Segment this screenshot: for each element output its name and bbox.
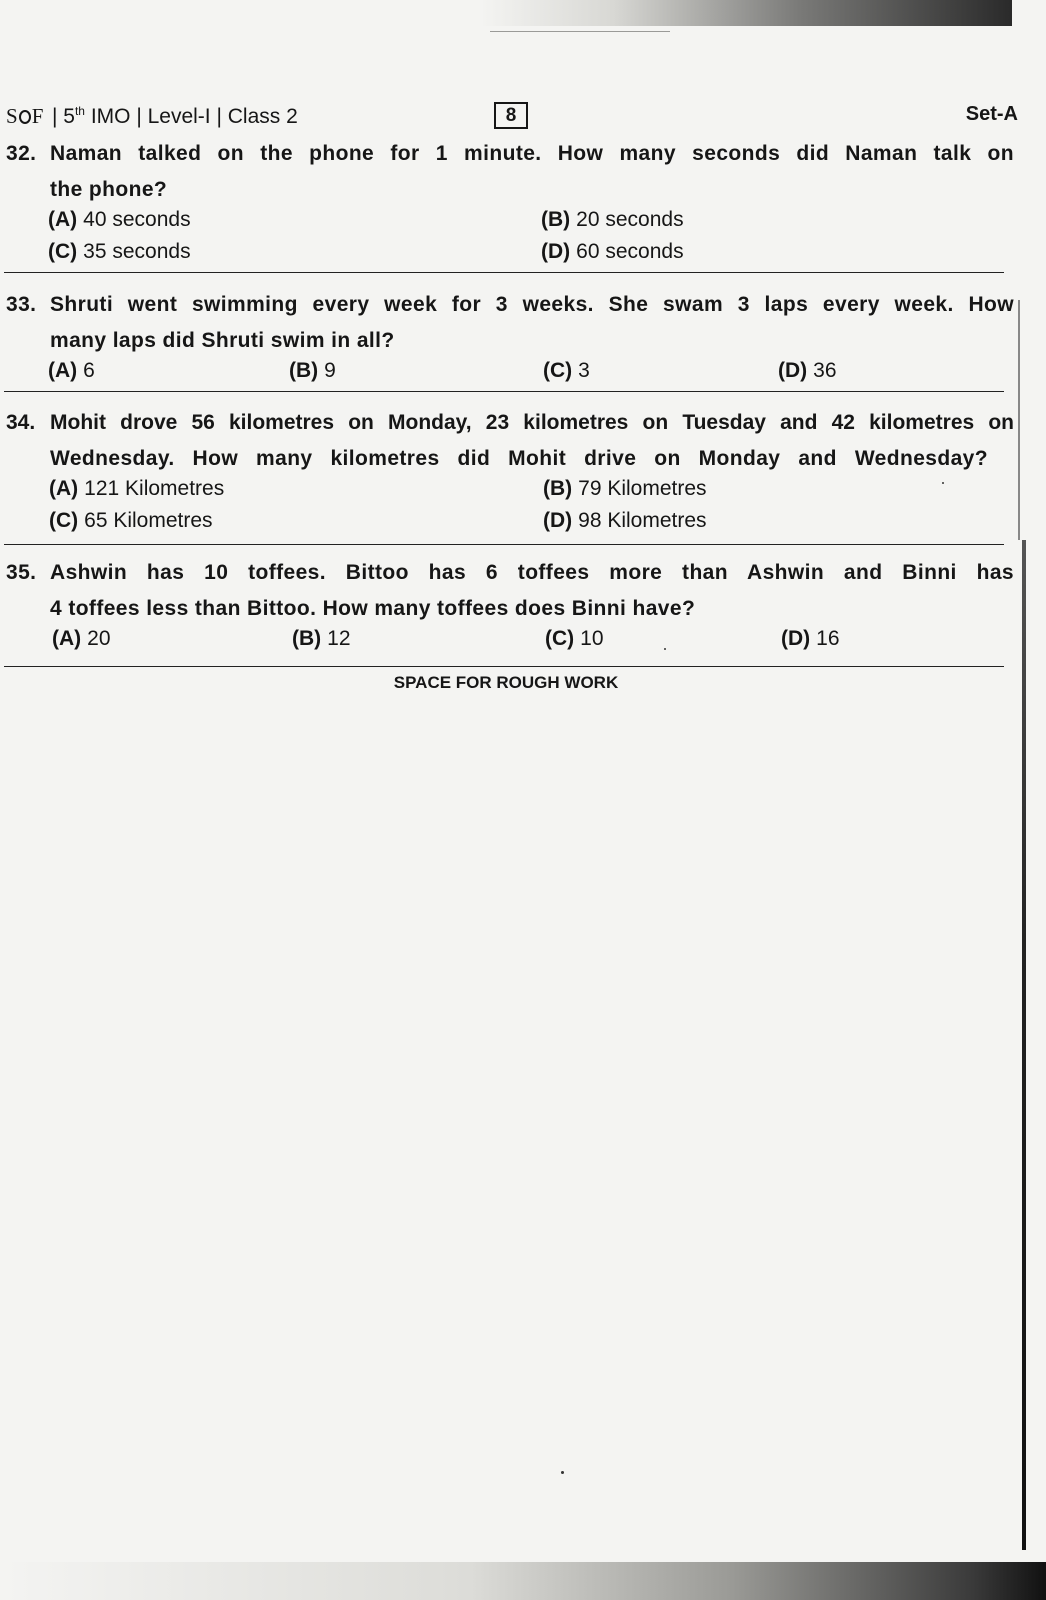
divider: [4, 544, 1004, 545]
page-number: 8: [494, 102, 528, 129]
question-33: [6, 287, 1014, 382]
scan-speck: [664, 648, 666, 650]
option-a[interactable]: (A) 20: [52, 627, 111, 650]
option-a[interactable]: (A) 121 Kilometres: [49, 477, 225, 500]
option-a[interactable]: (A) 6: [48, 359, 95, 382]
question-number: 34.: [6, 411, 36, 434]
option-c[interactable]: (C) 65 Kilometres: [49, 509, 213, 532]
scan-shadow-bottom: [0, 1562, 1046, 1600]
divider: [4, 666, 1004, 667]
option-b[interactable]: (B) 9: [289, 359, 336, 382]
set-label: Set-A: [965, 103, 1018, 125]
page-header: [6, 100, 1018, 132]
divider: [4, 391, 1004, 392]
option-b[interactable]: (B) 12: [292, 627, 351, 650]
option-a[interactable]: (A) 40 seconds: [48, 208, 191, 231]
question-text: 34. Mohit drove 56 kilometres on Monday, 23 kilometres on Tuesday and 42 kilometres on: [6, 405, 1014, 441]
question-number: 35.: [6, 561, 37, 584]
scan-shadow-top: [480, 0, 1012, 26]
question-text: 32. Naman talked on the phone for 1 minute. How many seconds did Naman talk on: [6, 136, 1014, 172]
option-d[interactable]: (D) 60 seconds: [541, 240, 684, 263]
option-c[interactable]: (C) 3: [543, 359, 590, 382]
question-text: Wednesday. How many kilometres did Mohit drive on Monday and Wednesday?: [50, 447, 988, 470]
question-text: many laps did Shruti swim in all?: [50, 329, 395, 352]
option-c[interactable]: (C) 10: [545, 627, 604, 650]
option-d[interactable]: (D) 36: [778, 359, 837, 382]
question-32: [6, 136, 1014, 263]
option-b[interactable]: (B) 79 Kilometres: [543, 477, 707, 500]
question-text: 4 toffees less than Bittoo. How many toffees does Binni have?: [50, 597, 696, 620]
option-d[interactable]: (D) 98 Kilometres: [543, 509, 707, 532]
question-number: 32.: [6, 142, 37, 165]
scan-edge-right-upper: [1018, 300, 1020, 540]
question-number: 33.: [6, 293, 37, 316]
question-35: [6, 555, 1014, 650]
option-d[interactable]: (D) 16: [781, 627, 840, 650]
question-text: 33. Shruti went swimming every week for 3 weeks. She swam 3 laps every week. How: [6, 287, 1014, 323]
scan-edge-right: [1022, 540, 1026, 1550]
exam-title: | 5th IMO | Level-I | Class 2: [52, 104, 298, 128]
logo-bulb-icon: [19, 110, 31, 124]
rough-work-heading: SPACE FOR ROUGH WORK: [393, 673, 619, 692]
question-34: [6, 405, 1014, 532]
scan-speck: [942, 482, 944, 484]
question-text: 35. Ashwin has 10 toffees. Bittoo has 6 toffees more than Ashwin and Binni has: [6, 555, 1014, 591]
divider: [4, 272, 1004, 273]
sof-logo: S F: [6, 104, 44, 128]
option-c[interactable]: (C) 35 seconds: [48, 240, 191, 263]
scan-mark-top: [490, 31, 670, 32]
scan-speck: [561, 1471, 564, 1474]
option-b[interactable]: (B) 20 seconds: [541, 208, 684, 231]
question-text: the phone?: [50, 178, 168, 201]
